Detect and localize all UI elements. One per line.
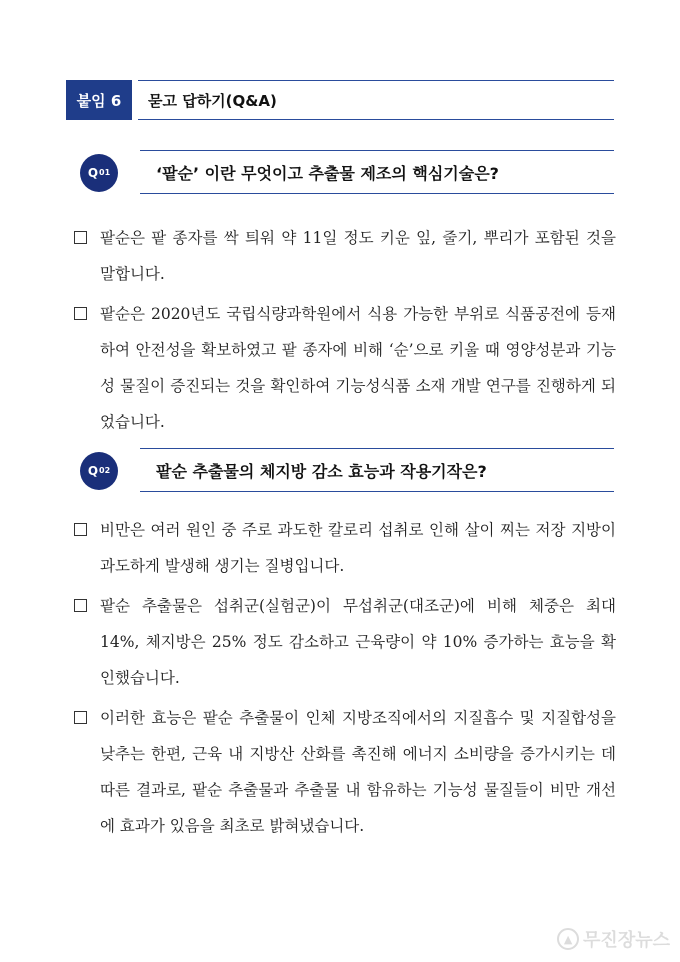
section-title: 묻고 답하기(Q&A) [138, 80, 614, 120]
question-1-letter: Q [87, 166, 99, 180]
paragraph-text: 팥순은 2020년도 국립식량과학원에서 식용 가능한 부위로 식품공전에 등재하여 안전성을 확보하였고 팥 종자에 비해 ‘순’으로 키울 때 영양성분과 기능성 물질이 증진되는 것을 확인하여 기능성식품 소재 개발 연구를 진행하게 되었습니다. [100, 305, 616, 431]
question-1-number: 01 [99, 167, 111, 177]
paragraph-text: 팥순 추출물은 섭취군(실험군)이 무섭취군(대조군)에 비해 체중은 최대 14%, 체지방은 25% 정도 감소하고 근육량이 약 10% 증가하는 효능을 확인했습니다. [100, 597, 616, 687]
q1-paragraph-1 [74, 220, 616, 292]
q2-paragraph-3 [74, 700, 616, 844]
question-2-badge [80, 452, 118, 490]
checkbox-bullet-icon [74, 231, 87, 244]
q2-paragraph-2 [74, 588, 616, 696]
checkbox-bullet-icon [74, 307, 87, 320]
question-2-number: 02 [99, 465, 111, 475]
question-1-header [80, 154, 614, 192]
question-2-header [80, 452, 614, 490]
question-2-letter: Q [87, 464, 99, 478]
paragraph-text: 비만은 여러 원인 중 주로 과도한 칼로리 섭취로 인해 살이 찌는 저장 지방이 과도하게 발생해 생기는 질병입니다. [100, 521, 616, 575]
watermark [557, 926, 670, 952]
watermark-text: 무진장뉴스 [583, 930, 670, 951]
question-1-title: ‘팥순’ 이란 무엇이고 추출물 제조의 핵심기술은? [140, 150, 614, 194]
q1-paragraph-2 [74, 296, 616, 440]
mountain-logo-icon: ▲ [557, 928, 579, 950]
paragraph-text: 이러한 효능은 팥순 추출물이 인체 지방조직에서의 지질흡수 및 지질합성을 낮추는 한편, 근육 내 지방산 산화를 촉진해 에너지 소비량을 증가시키는 데 따른 결과로, 팥순 추출물과 추출물 내 함유하는 기능성 물질들이 비만 개선에 효과가 있음을 최초로 밝혀냈습니다. [100, 709, 616, 835]
appendix-badge: 붙임 6 [66, 80, 132, 120]
paragraph-text: 팥순은 팥 종자를 싹 틔워 약 11일 정도 키운 잎, 줄기, 뿌리가 포함된 것을 말합니다. [100, 229, 616, 283]
checkbox-bullet-icon [74, 711, 87, 724]
checkbox-bullet-icon [74, 599, 87, 612]
q2-paragraph-1 [74, 512, 616, 584]
question-2-title: 팥순 추출물의 체지방 감소 효능과 작용기작은? [140, 448, 614, 492]
section-header [66, 80, 614, 120]
question-1-badge [80, 154, 118, 192]
checkbox-bullet-icon [74, 523, 87, 536]
